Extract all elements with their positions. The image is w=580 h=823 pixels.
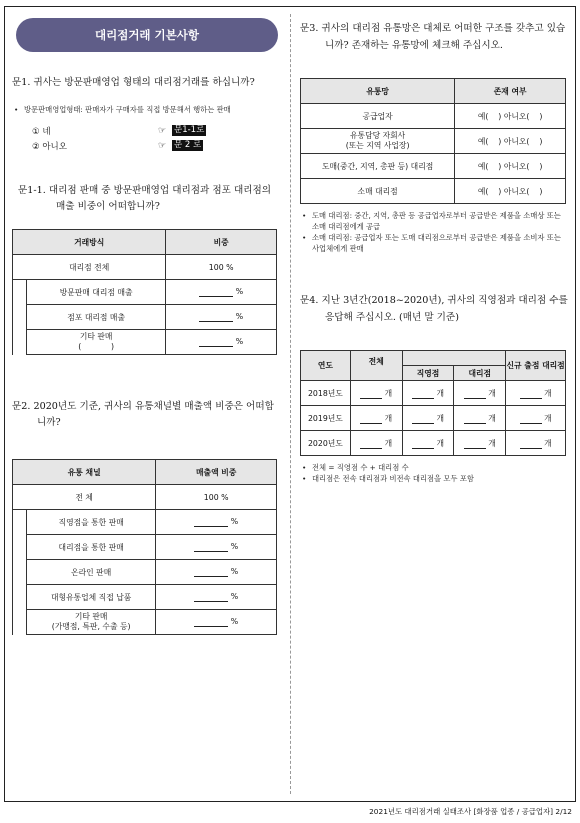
- question-3-number: 문3.: [300, 23, 319, 34]
- question-1-1: [12, 183, 282, 215]
- q4-input-direct[interactable]: 개: [402, 431, 454, 456]
- q1-note-text: 방문판매영업형태: 판매자가 구매자를 직접 방문해서 행하는 판매: [24, 105, 231, 114]
- q1-option-yes[interactable]: [12, 123, 282, 138]
- q2-total-label: 전 체: [13, 485, 156, 510]
- pointing-hand-icon: ☞: [158, 125, 167, 136]
- q1-1-header-share: 비중: [166, 230, 277, 255]
- question-2: [12, 399, 282, 431]
- q1-1-row-label-other: 기타 판매 ( ): [26, 330, 165, 355]
- q1-1-header-method: 거래방식: [13, 230, 166, 255]
- question-1-number: 문1.: [12, 77, 31, 88]
- question-1-text: 귀사는 방문판매영업 형태의 대리점거래를 하십니까?: [33, 77, 255, 88]
- q4-header-year: 연도: [301, 351, 351, 381]
- q4-header-direct: 직영점: [402, 366, 454, 381]
- q4-year-label: 2019년도: [301, 406, 351, 431]
- q4-input-agency[interactable]: 개: [454, 431, 506, 456]
- question-1-1-text: 대리점 판매 중 방문판매영업 대리점과 점포 대리점의 매출 비중이 어떠합니까?: [48, 185, 272, 212]
- q3-row-choice[interactable]: 예( ) 아니오( ): [455, 129, 566, 154]
- q1-1-table: [12, 229, 277, 355]
- q1-option-no-label: ② 아니오: [32, 141, 67, 152]
- q1-1-total-label: 대리점 전체: [13, 255, 166, 280]
- q1-options: [12, 123, 282, 153]
- q1-option-no-goto: 문 2 로: [174, 140, 202, 150]
- q2-header-share: 매출액 비중: [156, 460, 277, 485]
- q3-notes: [300, 210, 562, 254]
- q3-table: [300, 78, 566, 204]
- q3-header-channel: 유통망: [301, 79, 455, 104]
- q3-row-label: 공급업자: [301, 104, 455, 129]
- q3-row-label: 유통담당 자회사 (또는 지역 사업장): [301, 129, 455, 154]
- question-1-1-number: 문1-1.: [18, 185, 46, 196]
- q4-notes: [300, 462, 562, 484]
- question-3-text: 귀사의 대리점 유통망은 대체로 어떠한 구조를 갖추고 있습니까? 존재하는 유통망에 체크해 주십시오.: [321, 23, 566, 51]
- q1-1-row-input[interactable]: %: [166, 305, 277, 330]
- q3-row-choice[interactable]: 예( ) 아니오( ): [455, 104, 566, 129]
- q4-input-total[interactable]: 개: [350, 431, 402, 456]
- q3-header-exists: 존재 여부: [455, 79, 566, 104]
- q4-input-direct[interactable]: 개: [402, 406, 454, 431]
- q3-note: • 소매 대리점: 공급업자 또는 도매 대리점으로부터 공급받은 제품을 소비자 또는 사업체에게 판매: [302, 233, 561, 253]
- question-4-text: 지난 3년간(2018~2020년), 귀사의 직영점과 대리점 수를 응답해 주십시오. (매년 말 기준): [321, 295, 568, 323]
- question-4-number: 문4.: [300, 295, 319, 306]
- q4-note: • 전체 = 직영점 수 + 대리점 수: [302, 463, 409, 472]
- question-4: [300, 292, 570, 326]
- q3-note: • 도매 대리점: 중간, 지역, 총판 등 공급업자로부터 공급받은 제품을 소매상 또는 소매 대리점에게 공급: [302, 211, 561, 231]
- q4-input-total[interactable]: 개: [350, 406, 402, 431]
- q2-row-label: 직영점을 통한 판매: [26, 510, 155, 535]
- q2-row-label: 대형유통업체 직접 납품: [26, 585, 155, 610]
- q2-total-value: 100 %: [156, 485, 277, 510]
- question-2-text: 2020년도 기준, 귀사의 유통채널별 매출액 비중은 어떠합니까?: [33, 401, 274, 428]
- pointing-hand-icon: ☞: [158, 140, 167, 151]
- q2-row-input[interactable]: %: [156, 510, 277, 535]
- q1-1-row-label: 점포 대리점 매출: [26, 305, 165, 330]
- q2-header-channel: 유통 채널: [13, 460, 156, 485]
- q1-option-no[interactable]: [12, 138, 282, 153]
- q2-row-label: 온라인 판매: [26, 560, 155, 585]
- q4-header-new: 신규 출점 대리점: [506, 351, 566, 381]
- q4-table: [300, 350, 566, 456]
- q2-row-input[interactable]: %: [156, 560, 277, 585]
- q4-input-new[interactable]: 개: [506, 431, 566, 456]
- q4-input-agency[interactable]: 개: [454, 406, 506, 431]
- q2-row-input[interactable]: %: [156, 585, 277, 610]
- right-column: [300, 18, 570, 484]
- q4-input-new[interactable]: 개: [506, 406, 566, 431]
- q1-option-yes-label: ① 네: [32, 126, 51, 137]
- q4-input-agency[interactable]: 개: [454, 381, 506, 406]
- question-3: [300, 20, 570, 54]
- q1-1-row-input[interactable]: %: [166, 280, 277, 305]
- q1-1-row-label: 방문판매 대리점 매출: [26, 280, 165, 305]
- q2-row-label-other: 기타 판매 (가맹점, 특판, 수출 등): [26, 610, 155, 635]
- question-1: [12, 75, 282, 91]
- q2-table: [12, 459, 277, 635]
- q2-row-label: 대리점을 통한 판매: [26, 535, 155, 560]
- page-footer: 2021년도 대리점거래 실태조사 [화장품 업종 / 공급업자] 2/12: [369, 807, 572, 816]
- q3-row-label: 소매 대리점: [301, 179, 455, 204]
- q4-header-total: 전체: [350, 351, 402, 381]
- q1-1-row-input[interactable]: %: [166, 330, 277, 355]
- q3-row-choice[interactable]: 예( ) 아니오( ): [455, 179, 566, 204]
- q4-note: • 대리점은 전속 대리점과 비전속 대리점을 모두 포함: [302, 474, 474, 483]
- question-2-number: 문2.: [12, 401, 31, 412]
- column-divider: [290, 14, 291, 794]
- section-banner: 대리점거래 기본사항: [16, 18, 278, 52]
- q4-year-label: 2020년도: [301, 431, 351, 456]
- q2-row-input[interactable]: %: [156, 535, 277, 560]
- q2-row-input[interactable]: %: [156, 610, 277, 635]
- q4-header-agency: 대리점: [454, 366, 506, 381]
- q4-input-total[interactable]: 개: [350, 381, 402, 406]
- q1-option-yes-goto: 문1-1로: [174, 125, 205, 135]
- q3-row-choice[interactable]: 예( ) 아니오( ): [455, 154, 566, 179]
- left-column: [12, 18, 282, 635]
- q4-input-direct[interactable]: 개: [402, 381, 454, 406]
- q1-1-total-value: 100 %: [166, 255, 277, 280]
- q3-row-label: 도매(중간, 지역, 총판 등) 대리점: [301, 154, 455, 179]
- q1-note-bullet: •: [14, 105, 19, 114]
- q1-note: [12, 104, 286, 115]
- q4-input-new[interactable]: 개: [506, 381, 566, 406]
- q4-year-label: 2018년도: [301, 381, 351, 406]
